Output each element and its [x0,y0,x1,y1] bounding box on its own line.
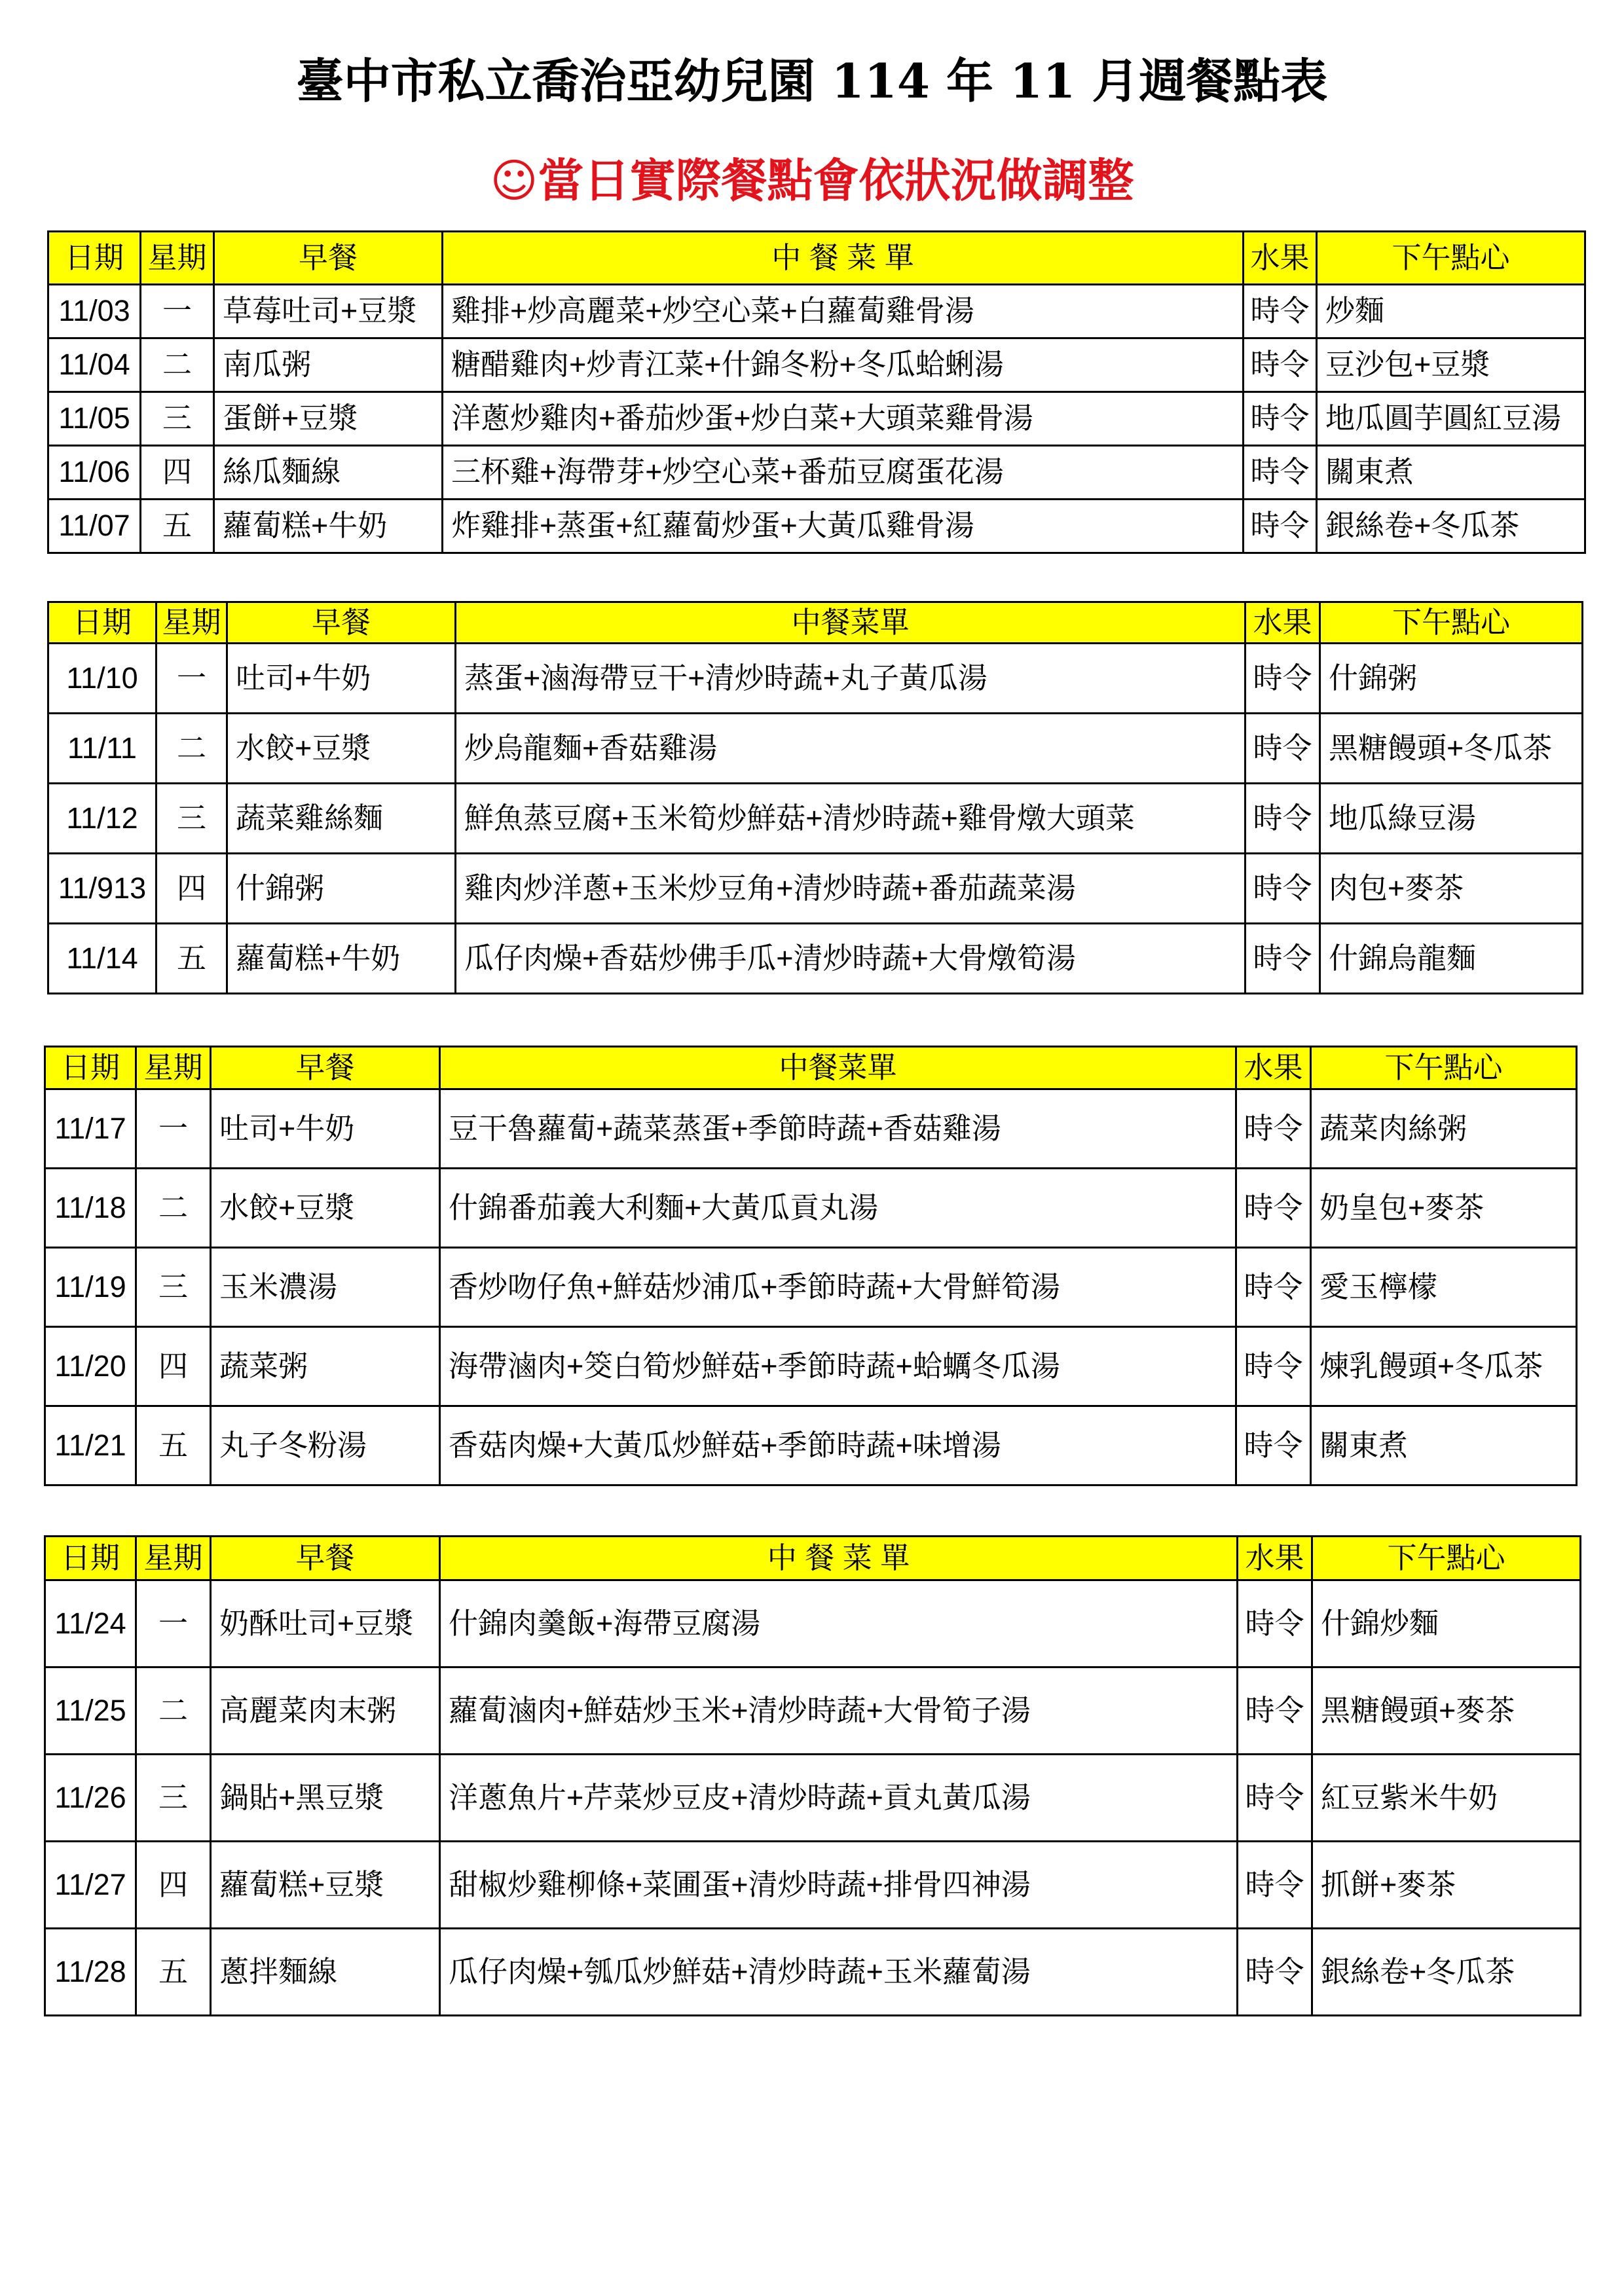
fruit-cell: 時令 [1236,1169,1311,1248]
weekday-cell: 二 [141,338,214,392]
breakfast-cell: 南瓜粥 [214,338,443,392]
page-title: 臺中市私立喬治亞幼兒園 114 年 11 月週餐點表 [296,53,1328,109]
header-row [48,232,1585,285]
date-cell: 11/27 [45,1842,136,1929]
header-date: 日期 [45,1537,136,1580]
table-row [45,1755,1581,1842]
table-row [45,1248,1577,1327]
lunch-cell: 海帶滷肉+筊白筍炒鮮菇+季節時蔬+蛤蠣冬瓜湯 [440,1327,1236,1406]
weekday-cell: 三 [141,392,214,446]
weekday-cell: 四 [157,854,227,924]
header-date: 日期 [48,232,141,285]
fruit-cell: 時令 [1244,446,1317,500]
fruit-cell: 時令 [1238,1580,1312,1667]
table-row [45,1842,1581,1929]
breakfast-cell: 丸子冬粉湯 [211,1406,440,1485]
date-cell: 11/05 [48,392,141,446]
header-breakfast: 早餐 [211,1047,440,1089]
fruit-cell: 時令 [1236,1327,1311,1406]
snack-cell: 煉乳饅頭+冬瓜茶 [1311,1327,1577,1406]
date-cell: 11/18 [45,1169,136,1248]
snack-cell: 什錦粥 [1320,644,1583,714]
header-fruit: 水果 [1238,1537,1312,1580]
date-cell: 11/06 [48,446,141,500]
weekday-cell: 五 [157,924,227,994]
snack-cell: 銀絲卷+冬瓜茶 [1312,1929,1581,2016]
menu-table-week-1 [47,230,1586,554]
header-fruit: 水果 [1244,232,1317,285]
lunch-cell: 糖醋雞肉+炒青江菜+什錦冬粉+冬瓜蛤蜊湯 [443,338,1244,392]
header-weekday: 星期 [136,1537,211,1580]
lunch-cell: 洋蔥炒雞肉+番茄炒蛋+炒白菜+大頭菜雞骨湯 [443,392,1244,446]
date-cell: 11/26 [45,1755,136,1842]
header-snack: 下午點心 [1312,1537,1581,1580]
breakfast-cell: 蛋餅+豆漿 [214,392,443,446]
table-row [48,285,1585,338]
fruit-cell: 時令 [1244,285,1317,338]
lunch-cell: 瓜仔肉燥+香菇炒佛手瓜+清炒時蔬+大骨燉筍湯 [456,924,1246,994]
snack-cell: 愛玉檸檬 [1311,1248,1577,1327]
table-row [48,338,1585,392]
date-cell: 11/07 [48,500,141,553]
adjustment-notice: ☺當日實際餐點會依狀況做調整 [490,154,1134,208]
fruit-cell: 時令 [1246,784,1320,854]
snack-cell: 蔬菜肉絲粥 [1311,1089,1577,1169]
table-row [48,784,1583,854]
fruit-cell: 時令 [1236,1406,1311,1485]
table-row [45,1406,1577,1485]
header-breakfast: 早餐 [214,232,443,285]
weekday-cell: 五 [141,500,214,553]
breakfast-cell: 奶酥吐司+豆漿 [211,1580,440,1667]
menu-table-week-4 [44,1535,1581,2016]
header-fruit: 水果 [1236,1047,1311,1089]
fruit-cell: 時令 [1244,338,1317,392]
lunch-cell: 炒烏龍麵+香菇雞湯 [456,714,1246,784]
snack-cell: 抓餅+麥茶 [1312,1842,1581,1929]
table-row [48,392,1585,446]
table-row [48,714,1583,784]
fruit-cell: 時令 [1238,1755,1312,1842]
fruit-cell: 時令 [1238,1929,1312,2016]
fruit-cell: 時令 [1246,854,1320,924]
weekday-cell: 一 [136,1580,211,1667]
lunch-cell: 鮮魚蒸豆腐+玉米筍炒鮮菇+清炒時蔬+雞骨燉大頭菜 [456,784,1246,854]
lunch-cell: 香炒吻仔魚+鮮菇炒浦瓜+季節時蔬+大骨鮮筍湯 [440,1248,1236,1327]
fruit-cell: 時令 [1246,644,1320,714]
snack-cell: 什錦烏龍麵 [1320,924,1583,994]
weekday-cell: 五 [136,1929,211,2016]
header-date: 日期 [45,1047,136,1089]
header-row [48,602,1583,644]
breakfast-cell: 蘿蔔糕+牛奶 [214,500,443,553]
breakfast-cell: 水餃+豆漿 [211,1169,440,1248]
date-cell: 11/03 [48,285,141,338]
date-cell: 11/12 [48,784,157,854]
weekday-cell: 一 [136,1089,211,1169]
fruit-cell: 時令 [1246,714,1320,784]
table-row [45,1089,1577,1169]
header-weekday: 星期 [141,232,214,285]
table-row [48,644,1583,714]
header-lunch: 中餐菜單 [440,1047,1236,1089]
fruit-cell: 時令 [1238,1842,1312,1929]
weekday-cell: 三 [136,1248,211,1327]
date-cell: 11/20 [45,1327,136,1406]
weekday-cell: 一 [157,644,227,714]
table-row [48,446,1585,500]
breakfast-cell: 什錦粥 [227,854,456,924]
breakfast-cell: 高麗菜肉末粥 [211,1667,440,1755]
date-cell: 11/24 [45,1580,136,1667]
header-snack: 下午點心 [1311,1047,1577,1089]
weekday-cell: 四 [141,446,214,500]
table-row [45,1327,1577,1406]
weekday-cell: 二 [157,714,227,784]
fruit-cell: 時令 [1244,392,1317,446]
header-row [45,1537,1581,1580]
breakfast-cell: 蘿蔔糕+牛奶 [227,924,456,994]
breakfast-cell: 蘿蔔糕+豆漿 [211,1842,440,1929]
breakfast-cell: 蔥拌麵線 [211,1929,440,2016]
snack-cell: 地瓜綠豆湯 [1320,784,1583,854]
header-breakfast: 早餐 [211,1537,440,1580]
header-snack: 下午點心 [1320,602,1583,644]
snack-cell: 銀絲卷+冬瓜茶 [1317,500,1585,553]
menu-table-week-2 [47,601,1583,994]
breakfast-cell: 絲瓜麵線 [214,446,443,500]
weekday-cell: 三 [157,784,227,854]
lunch-cell: 什錦番茄義大利麵+大黃瓜貢丸湯 [440,1169,1236,1248]
weekday-cell: 一 [141,285,214,338]
snack-cell: 奶皇包+麥茶 [1311,1169,1577,1248]
lunch-cell: 炸雞排+蒸蛋+紅蘿蔔炒蛋+大黃瓜雞骨湯 [443,500,1244,553]
header-date: 日期 [48,602,157,644]
table-row [45,1929,1581,2016]
header-snack: 下午點心 [1317,232,1585,285]
snack-cell: 豆沙包+豆漿 [1317,338,1585,392]
breakfast-cell: 草莓吐司+豆漿 [214,285,443,338]
snack-cell: 關東煮 [1311,1406,1577,1485]
header-lunch: 中餐菜單 [456,602,1246,644]
header-weekday: 星期 [136,1047,211,1089]
date-cell: 11/04 [48,338,141,392]
header-row [45,1047,1577,1089]
breakfast-cell: 蔬菜粥 [211,1327,440,1406]
header-fruit: 水果 [1246,602,1320,644]
fruit-cell: 時令 [1246,924,1320,994]
weekday-cell: 四 [136,1842,211,1929]
breakfast-cell: 吐司+牛奶 [211,1089,440,1169]
lunch-cell: 甜椒炒雞柳條+菜圃蛋+清炒時蔬+排骨四神湯 [440,1842,1238,1929]
table-row [45,1580,1581,1667]
weekday-cell: 二 [136,1169,211,1248]
lunch-cell: 雞肉炒洋蔥+玉米炒豆角+清炒時蔬+番茄蔬菜湯 [456,854,1246,924]
weekday-cell: 四 [136,1327,211,1406]
table-row [48,924,1583,994]
breakfast-cell: 吐司+牛奶 [227,644,456,714]
breakfast-cell: 玉米濃湯 [211,1248,440,1327]
date-cell: 11/19 [45,1248,136,1327]
weekday-cell: 五 [136,1406,211,1485]
snack-cell: 什錦炒麵 [1312,1580,1581,1667]
date-cell: 11/11 [48,714,157,784]
weekday-cell: 二 [136,1667,211,1755]
snack-cell: 紅豆紫米牛奶 [1312,1755,1581,1842]
snack-cell: 肉包+麥茶 [1320,854,1583,924]
snack-cell: 黑糖饅頭+冬瓜茶 [1320,714,1583,784]
lunch-cell: 蒸蛋+滷海帶豆干+清炒時蔬+丸子黃瓜湯 [456,644,1246,714]
date-cell: 11/17 [45,1089,136,1169]
lunch-cell: 雞排+炒高麗菜+炒空心菜+白蘿蔔雞骨湯 [443,285,1244,338]
lunch-cell: 洋蔥魚片+芹菜炒豆皮+清炒時蔬+貢丸黃瓜湯 [440,1755,1238,1842]
breakfast-cell: 蔬菜雞絲麵 [227,784,456,854]
table-row [48,500,1585,553]
header-lunch: 中 餐 菜 單 [443,232,1244,285]
lunch-cell: 什錦肉羹飯+海帶豆腐湯 [440,1580,1238,1667]
header-weekday: 星期 [157,602,227,644]
date-cell: 11/913 [48,854,157,924]
date-cell: 11/25 [45,1667,136,1755]
lunch-cell: 香菇肉燥+大黃瓜炒鮮菇+季節時蔬+味增湯 [440,1406,1236,1485]
breakfast-cell: 水餃+豆漿 [227,714,456,784]
menu-table-week-3 [44,1046,1578,1486]
table-row [48,854,1583,924]
snack-cell: 關東煮 [1317,446,1585,500]
snack-cell: 炒麵 [1317,285,1585,338]
header-breakfast: 早餐 [227,602,456,644]
table-row [45,1667,1581,1755]
date-cell: 11/10 [48,644,157,714]
date-cell: 11/21 [45,1406,136,1485]
fruit-cell: 時令 [1238,1667,1312,1755]
weekday-cell: 三 [136,1755,211,1842]
lunch-cell: 三杯雞+海帶芽+炒空心菜+番茄豆腐蛋花湯 [443,446,1244,500]
date-cell: 11/28 [45,1929,136,2016]
lunch-cell: 瓜仔肉燥+瓠瓜炒鮮菇+清炒時蔬+玉米蘿蔔湯 [440,1929,1238,2016]
breakfast-cell: 鍋貼+黑豆漿 [211,1755,440,1842]
lunch-cell: 豆干魯蘿蔔+蔬菜蒸蛋+季節時蔬+香菇雞湯 [440,1089,1236,1169]
fruit-cell: 時令 [1244,500,1317,553]
header-lunch: 中 餐 菜 單 [440,1537,1238,1580]
table-row [45,1169,1577,1248]
fruit-cell: 時令 [1236,1248,1311,1327]
snack-cell: 地瓜圓芋圓紅豆湯 [1317,392,1585,446]
date-cell: 11/14 [48,924,157,994]
snack-cell: 黑糖饅頭+麥茶 [1312,1667,1581,1755]
fruit-cell: 時令 [1236,1089,1311,1169]
lunch-cell: 蘿蔔滷肉+鮮菇炒玉米+清炒時蔬+大骨筍子湯 [440,1667,1238,1755]
